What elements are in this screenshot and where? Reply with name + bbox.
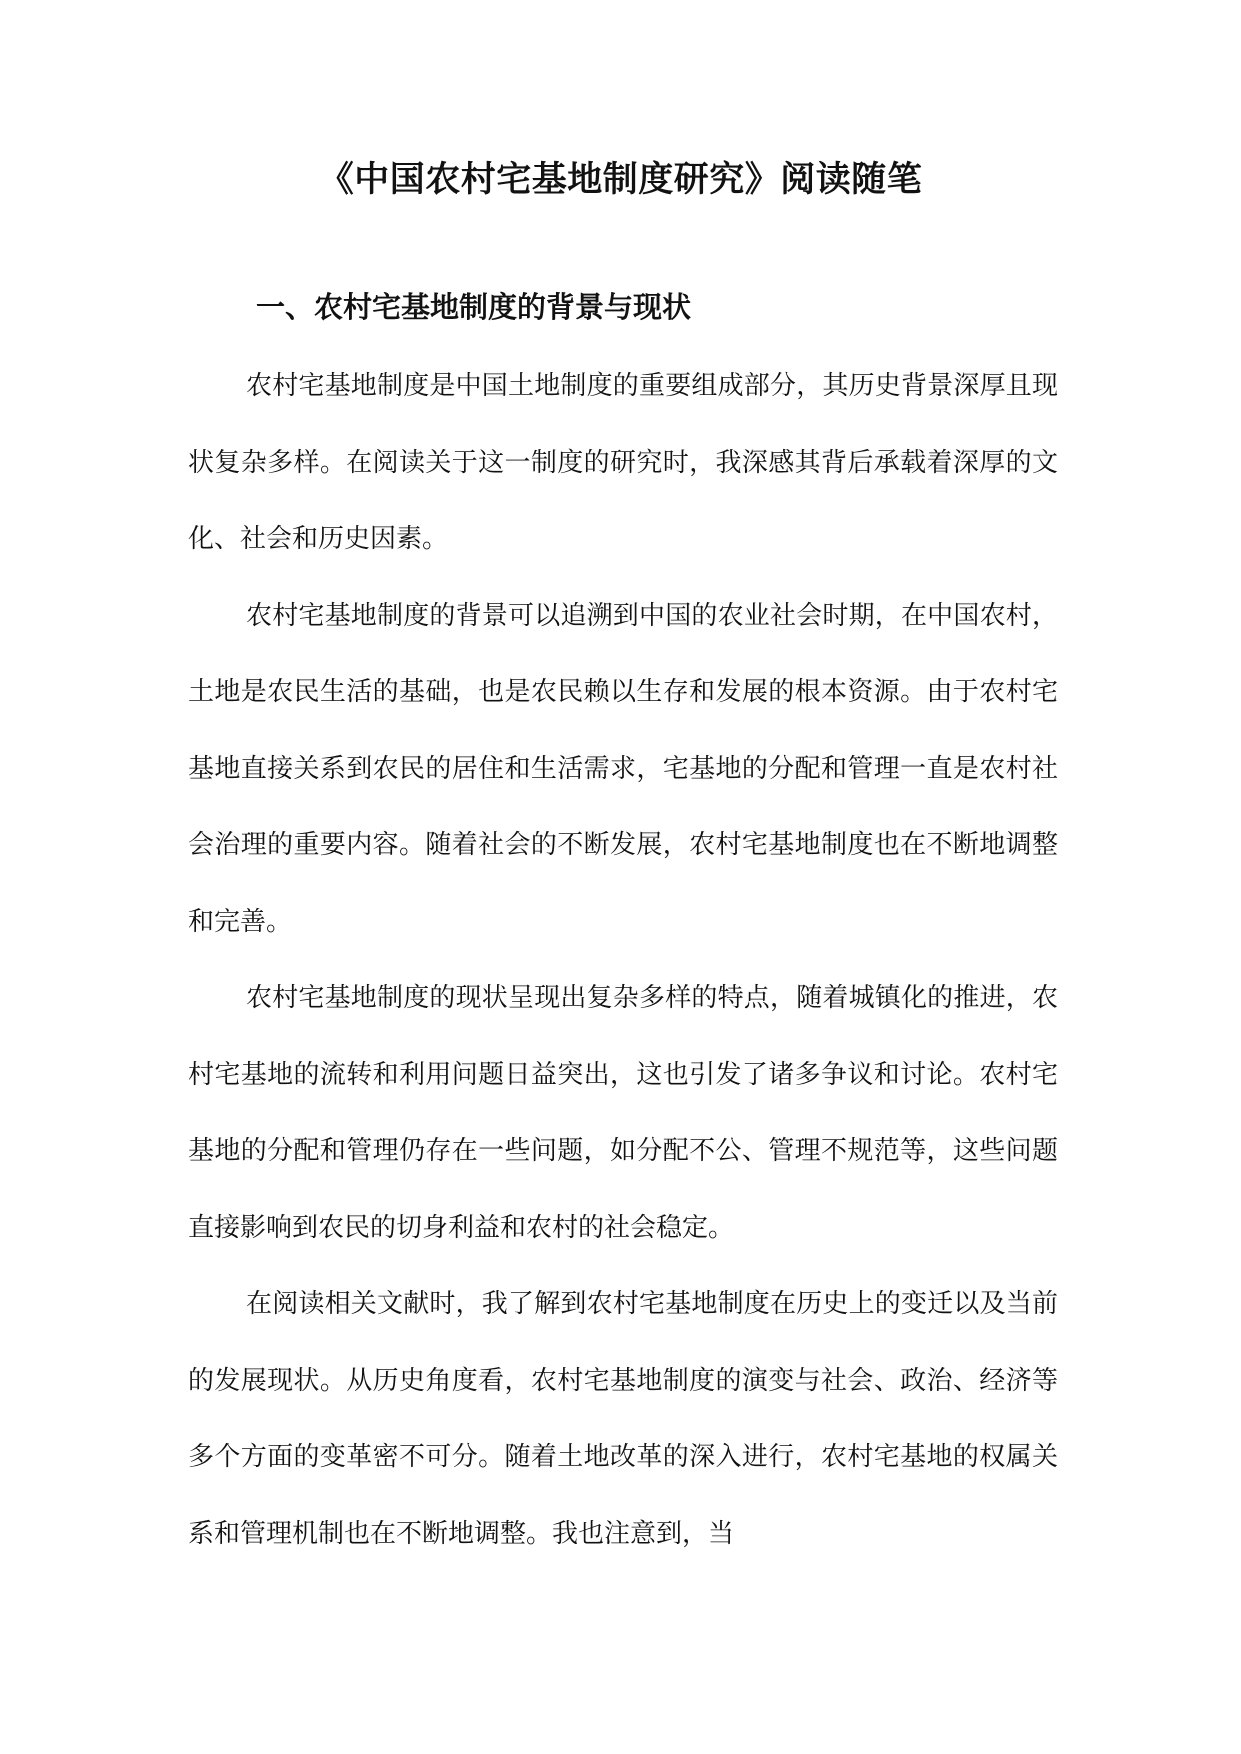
section-heading: 一、农村宅基地制度的背景与现状 [256,290,692,324]
paragraph-3: 农村宅基地制度的现状呈现出复杂多样的特点，随着城镇化的推进，农村宅基地的流转和利用问题日益突出，这也引发了诸多争议和讨论。农村宅基地的分配和管理仍存在一些问题，如分配不公、管理不规范等，这些问题直接影响到农民的切身利益和农村的社会稳定。 [188,983,1058,1243]
section-body [188,348,1058,1572]
paragraph-2: 农村宅基地制度的背景可以追溯到中国的农业社会时期，在中国农村，土地是农民生活的基础，也是农民赖以生存和发展的根本资源。由于农村宅基地直接关系到农民的居住和生活需求，宅基地的分配和管理一直是农村社会治理的重要内容。随着社会的不断发展，农村宅基地制度也在不断地调整和完善。 [188,600,1058,937]
paragraph-4: 在阅读相关文献时，我了解到农村宅基地制度在历史上的变迁以及当前的发展现状。从历史角度看，农村宅基地制度的演变与社会、政治、经济等多个方面的变革密不可分。随着土地改革的深入进行，农村宅基地的权属关系和管理机制也在不断地调整。我也注意到，当 [188,1289,1058,1549]
paragraph-1: 农村宅基地制度是中国土地制度的重要组成部分，其历史背景深厚且现状复杂多样。在阅读关于这一制度的研究时，我深感其背后承载着深厚的文化、社会和历史因素。 [188,371,1058,554]
document-title: 《中国农村宅基地制度研究》阅读随笔 [318,159,923,200]
